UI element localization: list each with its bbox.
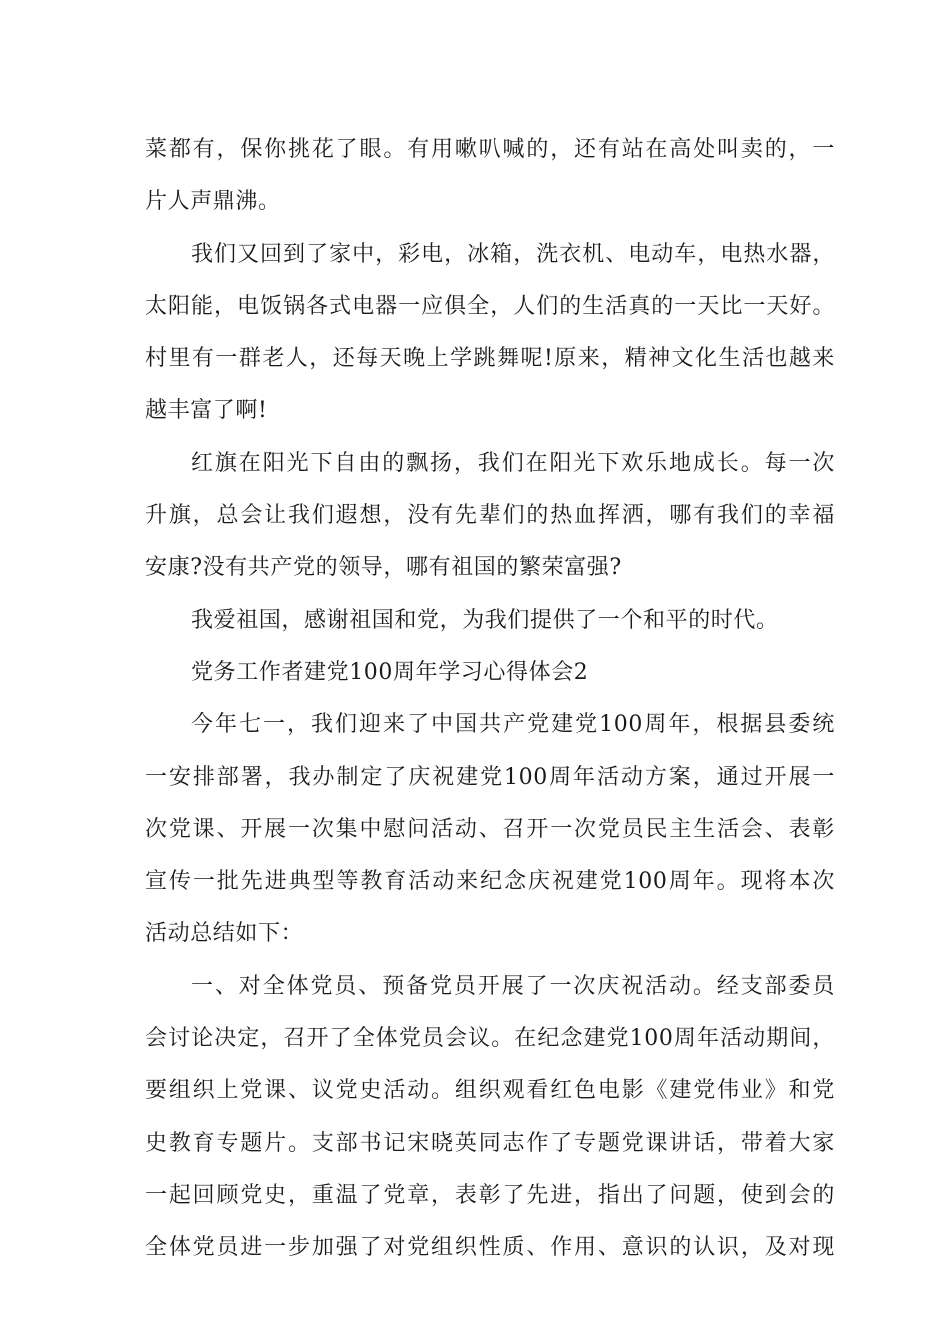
text-line: 村里有一群老人，还每天晚上学跳舞呢!原来，精神文化生活也越来 — [145, 346, 835, 372]
text-line: 要组织上党课、议党史活动。组织观看红色电影《建党伟业》和党 — [145, 1078, 835, 1104]
text-line: 越丰富了啊! — [145, 398, 268, 424]
text-line: 史教育专题片。支部书记宋晓英同志作了专题党课讲话，带着大家 — [145, 1130, 835, 1156]
text-line: 全体党员进一步加强了对党组织性质、作用、意识的认识，及对现 — [145, 1235, 835, 1261]
text-line: 宣传一批先进典型等教育活动来纪念庆祝建党100周年。现将本次 — [145, 869, 835, 895]
text-line: 我爱祖国，感谢祖国和党，为我们提供了一个和平的时代。 — [191, 607, 779, 633]
text-line: 活动总结如下： — [145, 921, 304, 947]
text-line: 今年七一，我们迎来了中国共产党建党100周年，根据县委统 — [191, 712, 835, 738]
text-line: 次党课、开展一次集中慰问活动、召开一次党员民主生活会、表彰 — [145, 816, 835, 842]
section-heading: 党务工作者建党100周年学习心得体会2 — [191, 659, 589, 685]
text-line: 一安排部署，我办制定了庆祝建党100周年活动方案，通过开展一 — [145, 764, 835, 790]
text-line: 菜都有，保你挑花了眼。有用嗽叭喊的，还有站在高处叫卖的，一 — [145, 137, 835, 162]
text-line: 红旗在阳光下自由的飘扬，我们在阳光下欢乐地成长。每一次 — [191, 450, 835, 476]
text-line: 一、对全体党员、预备党员开展了一次庆祝活动。经支部委员 — [191, 973, 835, 999]
text-line: 我们又回到了家中，彩电，冰箱，洗衣机、电动车，电热水器， — [191, 241, 835, 267]
document-body — [145, 124, 835, 1275]
text-line: 升旗，总会让我们遐想，没有先辈们的热血挥洒，哪有我们的幸福 — [145, 503, 835, 529]
text-line: 太阳能，电饭锅各式电器一应俱全，人们的生活真的一天比一天好。 — [145, 293, 835, 319]
text-line: 安康?没有共产党的领导，哪有祖国的繁荣富强? — [145, 555, 622, 581]
text-line: 会讨论决定，召开了全体党员会议。在纪念建党100周年活动期间， — [145, 1026, 835, 1052]
text-line: 片人声鼎沸。 — [145, 189, 281, 215]
text-line: 一起回顾党史，重温了党章，表彰了先进，指出了问题，使到会的 — [145, 1182, 835, 1208]
